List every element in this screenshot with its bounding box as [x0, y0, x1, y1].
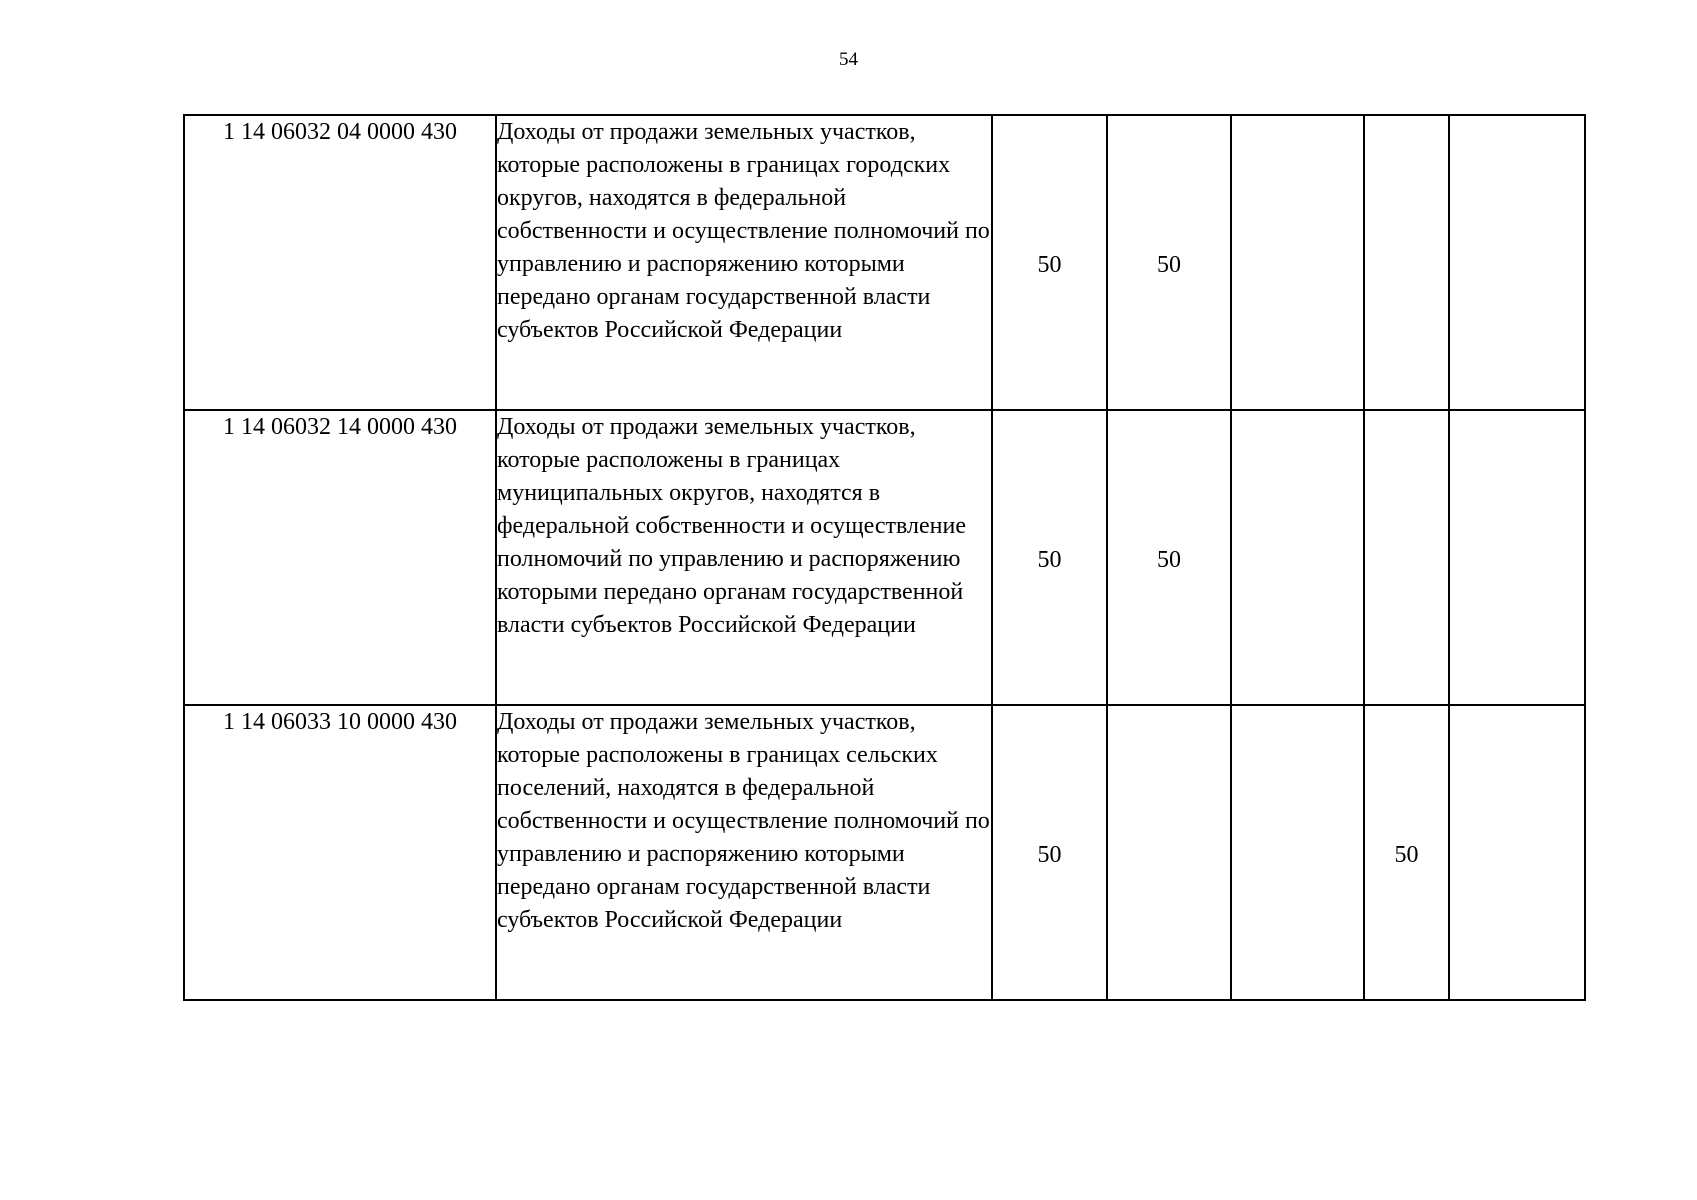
table-row: [184, 410, 1585, 705]
revenue-code: 1 14 06033 10 0000 430: [184, 705, 496, 1000]
value-cell: 50: [1364, 705, 1449, 1000]
value-cell: [1364, 115, 1449, 410]
value-cell: 50: [992, 115, 1107, 410]
value-cell: [1231, 705, 1364, 1000]
value-cell: [1449, 410, 1585, 705]
value-cell: 50: [992, 705, 1107, 1000]
revenue-description: Доходы от продажи земельных участков, которые расположены в границах городских округов, находятся в федеральной собственности и осуществление полномочий по управлению и распоряжению которыми передано органам государственной власти субъектов Российской Федерации: [496, 115, 992, 410]
value-cell: [1231, 115, 1364, 410]
value-cell: [1449, 115, 1585, 410]
value-cell: 50: [1107, 410, 1231, 705]
revenue-code: 1 14 06032 04 0000 430: [184, 115, 496, 410]
revenue-code: 1 14 06032 14 0000 430: [184, 410, 496, 705]
revenue-description: Доходы от продажи земельных участков, которые расположены в границах сельских поселений, находятся в федеральной собственности и осуществление полномочий по управлению и распоряжению которыми передано органам государственной власти субъектов Российской Федерации: [496, 705, 992, 1000]
revenue-description: Доходы от продажи земельных участков, которые расположены в границах муниципальных округов, находятся в федеральной собственности и осуществление полномочий по управлению и распоряжению которыми передано органам государственной власти субъектов Российской Федерации: [496, 410, 992, 705]
value-cell: [1449, 705, 1585, 1000]
value-cell: 50: [992, 410, 1107, 705]
value-cell: [1107, 705, 1231, 1000]
value-cell: 50: [1107, 115, 1231, 410]
value-cell: [1364, 410, 1449, 705]
table-row: [184, 115, 1585, 410]
page-number: 54: [839, 49, 858, 70]
revenue-distribution-table: [183, 114, 1586, 1001]
value-cell: [1231, 410, 1364, 705]
table-row: [184, 705, 1585, 1000]
